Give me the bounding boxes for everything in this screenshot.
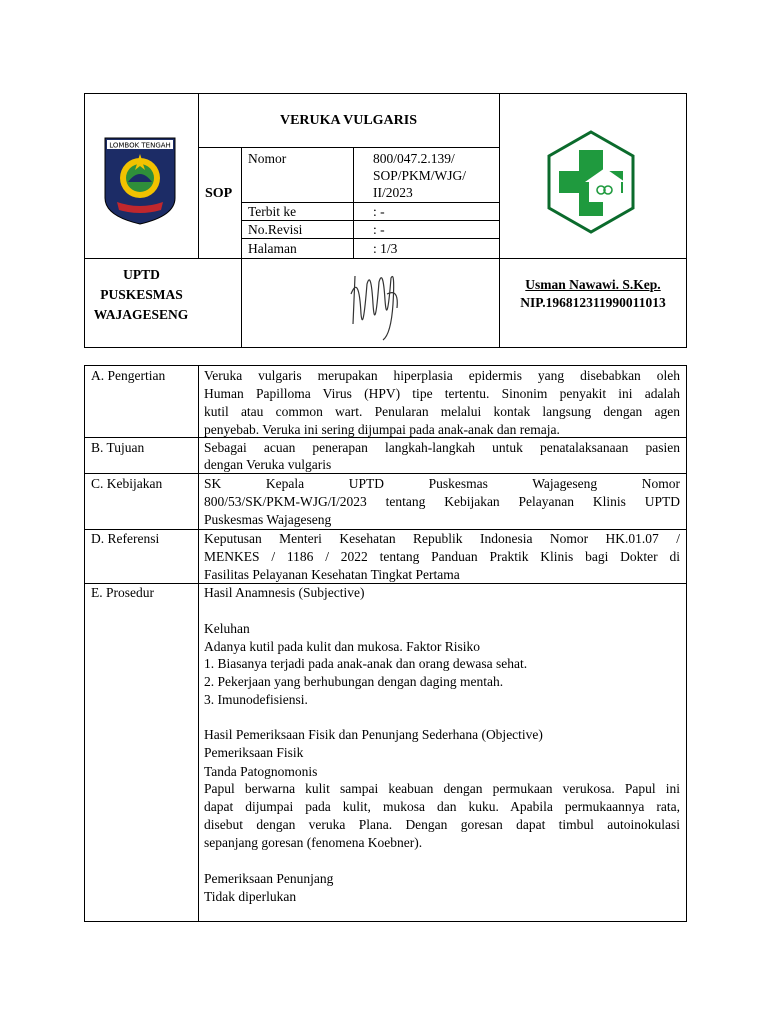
tujuan-line: Sebagai acuan penerapan langkah-langkah untuk penatalaksanaan pasien (204, 440, 680, 455)
prosedur-line: Papul berwarna kulit sampai keabuan dengan permukaan verukosa. Papul ini (204, 781, 680, 796)
org-name-line1: UPTD (123, 267, 160, 282)
pengertian-line: Veruka vulgaris merupakan hiperplasia epidermis yang disebabkan oleh (204, 368, 680, 383)
field-value-nomor-line1: 800/047.2.139/ (373, 151, 455, 166)
prosedur-list-item: 2. Pekerjaan yang berhubungan dengan daging mentah. (204, 674, 504, 689)
field-value-terbit: : - (373, 204, 385, 219)
pengertian-line: penyebab. Veruka ini sering dijumpai pada anak-anak dan remaja. (204, 422, 560, 437)
field-label-terbit: Terbit ke (248, 204, 297, 219)
section-label-kebijakan: C. Kebijakan (91, 476, 163, 491)
section-label-prosedur: E. Prosedur (91, 585, 154, 600)
prosedur-line: Tidak diperlukan (204, 889, 297, 904)
field-label-nomor: Nomor (248, 151, 287, 166)
org-name-line2: PUSKESMAS (100, 287, 183, 302)
field-value-nomor-line3: II/2023 (373, 185, 413, 200)
referensi-line: Keputusan Menteri Kesehatan Republik Indonesia Nomor HK.01.07 / (204, 531, 680, 546)
field-value-halaman: : 1/3 (373, 241, 398, 256)
signature (341, 264, 421, 344)
signer-name: Usman Nawawi. S.Kep. (525, 277, 661, 292)
tujuan-line: dengan Veruka vulgaris (204, 457, 332, 472)
referensi-line: Fasilitas Pelayanan Kesehatan Tingkat Pertama (204, 567, 460, 582)
prosedur-line: Pemeriksaan Penunjang (204, 871, 334, 886)
sop-label: SOP (205, 186, 233, 201)
kebijakan-line: SK Kepala UPTD Puskesmas Wajageseng Nomor (204, 476, 680, 491)
prosedur-line: Hasil Pemeriksaan Fisik dan Penunjang Sederhana (Objective) (204, 727, 543, 742)
divider (241, 238, 499, 239)
referensi-line: MENKES / 1186 / 2022 tentang Panduan Praktik Klinis bagi Dokter di (204, 549, 680, 564)
lombok-tengah-seal-logo (103, 136, 177, 226)
divider (198, 147, 499, 148)
section-label-referensi: D. Referensi (91, 531, 160, 546)
seal-lettering: LOMBOK TENGAH (109, 141, 171, 150)
kebijakan-line: Puskesmas Wajageseng (204, 512, 332, 527)
kebijakan-line: 800/53/SK/PKM-WJG/I/2023 tentang Kebijakan Pelayanan Klinis UPTD (204, 494, 680, 509)
prosedur-line: Pemeriksaan Fisik (204, 745, 304, 760)
sop-content-table (84, 365, 687, 922)
divider (241, 147, 242, 347)
pengertian-line: kutil atau common wart. Penularan melalui kontak langsung dengan agen (204, 404, 680, 419)
puskesmas-logo (545, 130, 637, 234)
field-value-revisi: : - (373, 222, 385, 237)
divider (198, 366, 199, 921)
prosedur-line: Keluhan (204, 621, 250, 636)
prosedur-line: disebut dengan veruka Plana. Dengan goresan dapat timbul autoinokulasi (204, 817, 680, 832)
field-value-nomor-line2: SOP/PKM/WJG/ (373, 168, 467, 183)
prosedur-line: sepanjang goresan (fenomena Koebner). (204, 835, 423, 850)
prosedur-list-item: 1. Biasanya terjadi pada anak-anak dan orang dewasa sehat. (204, 656, 528, 671)
divider (85, 258, 686, 259)
pengertian-line: Human Papilloma Virus (HPV) tipe tertentu. Sinonim penyakit ini adalah (204, 386, 680, 401)
prosedur-line: Adanya kutil pada kulit dan mukosa. Faktor Risiko (204, 639, 480, 654)
org-name-line3: WAJAGESENG (93, 307, 189, 322)
section-label-tujuan: B. Tujuan (91, 440, 145, 455)
prosedur-line: Tanda Patognomonis (204, 764, 318, 779)
sop-header (84, 93, 687, 348)
document-title: VERUKA VULGARIS (279, 113, 418, 128)
section-label-pengertian: A. Pengertian (91, 368, 166, 383)
divider (241, 202, 499, 203)
prosedur-line: dapat dijumpai pada kulit, mukosa dan kuku. Apabila permukaannya rata, (204, 799, 680, 814)
field-label-halaman: Halaman (248, 241, 297, 256)
divider (85, 473, 686, 474)
prosedur-line: Hasil Anamnesis (Subjective) (204, 585, 365, 600)
prosedur-list-item: 3. Imunodefisiensi. (204, 692, 308, 707)
divider (241, 220, 499, 221)
field-label-revisi: No.Revisi (248, 222, 303, 237)
signer-nip: NIP.196812311990011013 (520, 295, 666, 310)
